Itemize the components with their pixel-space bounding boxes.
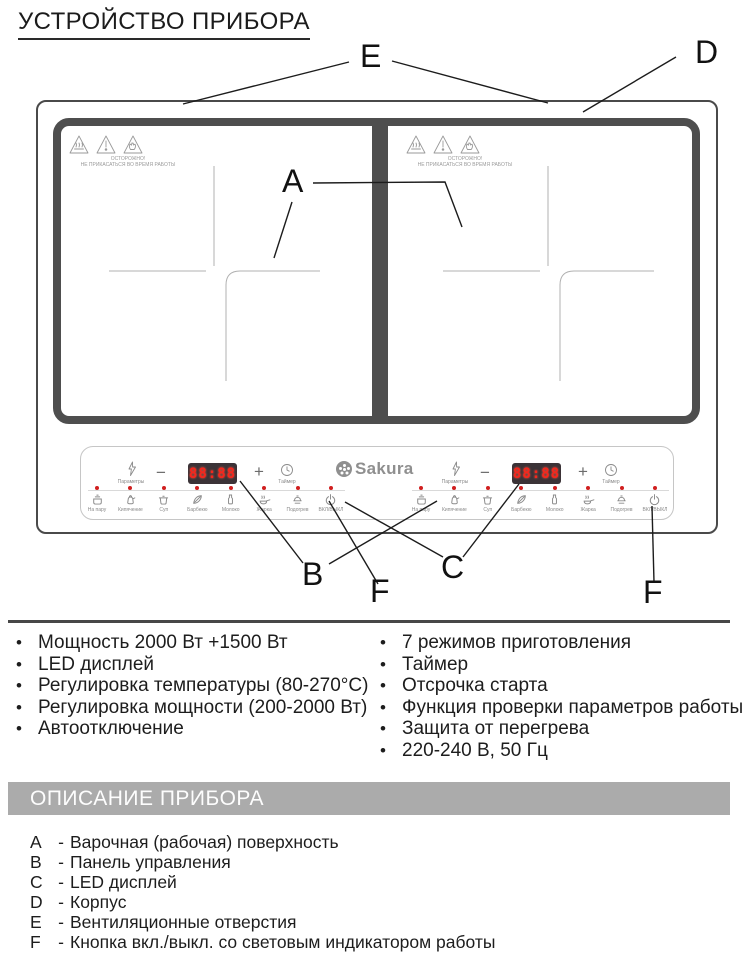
- led-display: 88:88: [512, 463, 561, 484]
- timer-label: Таймер: [602, 479, 620, 485]
- spec-item: [16, 696, 368, 719]
- legend-key: B: [30, 852, 42, 872]
- parameters-lightning-icon: [126, 461, 137, 477]
- bullet: •: [16, 697, 22, 717]
- mode-button: [475, 486, 501, 513]
- soup-pot-icon: [481, 493, 494, 506]
- spec-text: Таймер: [402, 653, 469, 675]
- legend-dash: -: [58, 932, 64, 952]
- brand-logo: [336, 459, 414, 479]
- mode-label: Барбекю: [187, 507, 208, 513]
- parameters-label: Параметры: [441, 479, 469, 485]
- bullet: •: [380, 719, 386, 738]
- indicator-dot: [486, 486, 490, 490]
- mode-button: [441, 486, 467, 513]
- mode-row: [408, 486, 668, 513]
- mode-label: На пару: [411, 507, 431, 513]
- spec-text: Регулировка температуры (80-270°C): [38, 675, 369, 696]
- mode-button: [609, 486, 635, 513]
- legend-key: A: [30, 832, 42, 852]
- spec-item: [16, 675, 369, 697]
- spec-text: 220-240 В, 50 Гц: [402, 739, 548, 761]
- mode-button: [218, 486, 244, 513]
- spec-item: [380, 632, 743, 654]
- plus-button: +: [578, 462, 588, 481]
- callout-f-left: F: [370, 573, 390, 609]
- control-panel-left: [80, 446, 348, 518]
- indicator-dot: [95, 486, 99, 490]
- description-banner: [8, 782, 730, 815]
- soup-pot-icon: [157, 493, 170, 506]
- parameters-lightning-icon: [450, 461, 461, 477]
- plus-button: +: [254, 462, 264, 481]
- callout-d: D: [695, 34, 719, 70]
- legend-dash: -: [58, 832, 64, 852]
- legend-text: Вентиляционные отверстия: [70, 912, 297, 932]
- spec-text: 7 режимов приготовления: [402, 632, 631, 653]
- spec-text: Функция проверки параметров работы: [402, 696, 743, 718]
- indicator-dot: [162, 486, 166, 490]
- mode-label: ВКЛ/ВЫКЛ: [642, 507, 668, 513]
- milk-bottle-icon: [224, 493, 237, 506]
- mode-button: [184, 486, 210, 513]
- mode-label: Молоко: [545, 507, 564, 513]
- mode-label: Жарка: [256, 507, 272, 513]
- indicator-dot: [653, 486, 657, 490]
- legend-text: Кнопка вкл./выкл. со световым индикатором работы: [70, 932, 496, 952]
- indicator-dot: [452, 486, 456, 490]
- spec-item: [380, 675, 743, 697]
- power-icon: [324, 493, 337, 506]
- mode-label: Суп: [483, 507, 493, 513]
- section-divider: [8, 620, 730, 623]
- legend-item: [30, 912, 495, 932]
- warning-triangles-icon: [68, 134, 144, 156]
- legend-dash: -: [58, 872, 64, 892]
- bullet: •: [16, 654, 22, 674]
- mode-button: [151, 486, 177, 513]
- timer-label: Таймер: [278, 479, 296, 485]
- legend-dash: -: [58, 912, 64, 932]
- mode-button: [642, 486, 668, 513]
- spec-item: [380, 696, 743, 719]
- bullet: •: [380, 676, 386, 695]
- warning-caption-line2: НЕ ПРИКАСАТЬСЯ ВО ВРЕМЯ РАБОТЫ: [80, 162, 176, 168]
- timer-clock-icon: [280, 463, 294, 477]
- spec-text: Защита от перегрева: [402, 718, 590, 739]
- description-heading: ОПИСАНИЕ ПРИБОРА: [30, 786, 265, 810]
- mode-button: [251, 486, 277, 513]
- indicator-dot: [419, 486, 423, 490]
- legend-key: C: [30, 872, 43, 892]
- mode-button: [84, 486, 110, 513]
- warning-cluster-right: [405, 134, 525, 168]
- callout-b: B: [302, 556, 324, 592]
- warming-icon: [291, 493, 304, 506]
- barbecue-icon: [191, 493, 204, 506]
- bullet: •: [16, 719, 22, 738]
- legend-key: F: [30, 932, 41, 952]
- sakura-flower-icon: [336, 461, 352, 477]
- steam-pot-icon: [415, 493, 428, 506]
- indicator-dot: [586, 486, 590, 490]
- legend-text: Панель управления: [70, 852, 231, 872]
- steam-pot-icon: [91, 493, 104, 506]
- description-legend: [30, 832, 495, 952]
- specs-list-left: [16, 632, 369, 740]
- legend-text: LED дисплей: [70, 872, 177, 892]
- legend-text: Варочная (рабочая) поверхность: [70, 832, 339, 852]
- warning-caption-line2: НЕ ПРИКАСАТЬСЯ ВО ВРЕМЯ РАБОТЫ: [417, 162, 513, 168]
- brand-name: Sakura: [355, 459, 414, 478]
- callout-f-right: F: [643, 574, 663, 610]
- mode-label: Подогрев: [286, 507, 309, 513]
- indicator-dot: [195, 486, 199, 490]
- indicator-dot: [229, 486, 233, 490]
- mode-label: Жарка: [580, 507, 596, 513]
- warning-cluster-left: [68, 134, 188, 168]
- led-display: 88:88: [188, 463, 237, 484]
- mode-label: Суп: [159, 507, 169, 513]
- indicator-dot: [128, 486, 132, 490]
- legend-key: D: [30, 892, 43, 912]
- legend-dash: -: [58, 892, 64, 912]
- indicator-dot: [296, 486, 300, 490]
- mode-button: [318, 486, 344, 513]
- spec-item: [16, 632, 368, 654]
- callout-c: C: [441, 549, 465, 585]
- mode-button: [575, 486, 601, 513]
- spec-item: [380, 653, 743, 676]
- spec-text: Отсрочка старта: [402, 675, 548, 696]
- minus-button: −: [480, 463, 490, 482]
- warning-caption-line1: ОСТОРОЖНО!: [110, 156, 146, 162]
- indicator-dot: [620, 486, 624, 490]
- legend-key: E: [30, 912, 42, 932]
- legend-dash: -: [58, 852, 64, 872]
- mode-label: Молоко: [221, 507, 240, 513]
- timer-clock-icon: [604, 463, 618, 477]
- legend-text: Корпус: [70, 892, 127, 912]
- spec-text: Автоотключение: [38, 718, 184, 739]
- legend-item: [30, 872, 495, 892]
- mode-label: Кипячение: [118, 507, 143, 513]
- callout-e: E: [360, 38, 382, 74]
- indicator-dot: [553, 486, 557, 490]
- frying-pan-icon: [258, 493, 271, 506]
- spec-item: [16, 653, 368, 676]
- warning-triangles-icon: [405, 134, 481, 156]
- spec-text: LED дисплей: [38, 653, 154, 675]
- kettle-icon: [124, 493, 137, 506]
- mode-label: Подогрев: [610, 507, 633, 513]
- spec-item: [16, 718, 368, 740]
- indicator-dot: [519, 486, 523, 490]
- mode-button: [508, 486, 534, 513]
- frame-divider: [372, 126, 388, 416]
- bullet: •: [380, 654, 386, 674]
- mode-button: [408, 486, 434, 513]
- mode-button: [285, 486, 311, 513]
- mode-button: [117, 486, 143, 513]
- barbecue-icon: [515, 493, 528, 506]
- indicator-dot: [262, 486, 266, 490]
- mode-label: Кипячение: [442, 507, 467, 513]
- specs-list-right: [380, 632, 743, 761]
- warming-icon: [615, 493, 628, 506]
- control-panel-right: [404, 446, 672, 518]
- page-title: УСТРОЙСТВО ПРИБОРА: [18, 8, 310, 40]
- mode-label: Барбекю: [511, 507, 532, 513]
- spec-text: Мощность 2000 Вт +1500 Вт: [38, 632, 288, 653]
- callout-a: A: [282, 163, 304, 199]
- frying-pan-icon: [582, 493, 595, 506]
- minus-button: −: [156, 463, 166, 482]
- kettle-icon: [448, 493, 461, 506]
- warning-caption-line1: ОСТОРОЖНО!: [447, 156, 483, 162]
- spec-item: [380, 718, 743, 740]
- mode-label: ВКЛ/ВЫКЛ: [318, 507, 344, 513]
- indicator-dot: [329, 486, 333, 490]
- bullet: •: [380, 740, 386, 760]
- mode-label: На пару: [87, 507, 107, 513]
- milk-bottle-icon: [548, 493, 561, 506]
- legend-item: [30, 852, 495, 872]
- spec-item: [380, 739, 743, 762]
- legend-item: [30, 932, 495, 952]
- mode-button: [542, 486, 568, 513]
- legend-item: [30, 832, 495, 852]
- power-icon: [648, 493, 661, 506]
- parameters-label: Параметры: [117, 479, 145, 485]
- mode-row: [84, 486, 344, 513]
- bullet: •: [380, 697, 386, 717]
- bullet: •: [16, 676, 22, 695]
- spec-text: Регулировка мощности (200-2000 Вт): [38, 696, 368, 718]
- bullet: •: [16, 633, 22, 652]
- bullet: •: [380, 633, 386, 652]
- legend-item: [30, 892, 495, 912]
